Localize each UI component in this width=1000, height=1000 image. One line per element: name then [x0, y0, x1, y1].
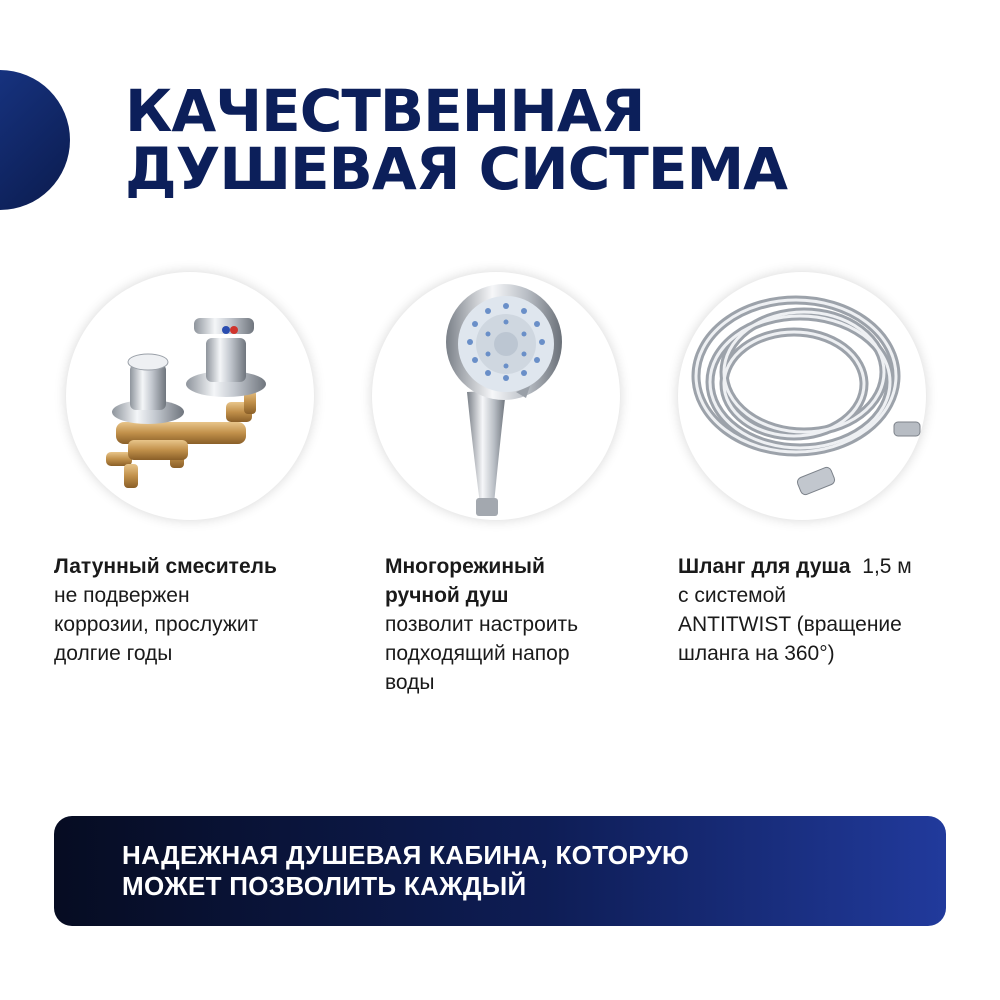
title-line-2: ДУШЕВАЯ СИСТЕМА: [125, 135, 788, 203]
banner-line-1: НАДЕЖНАЯ ДУШЕВАЯ КАБИНА, КОТОРУЮ: [122, 840, 690, 870]
feature-line: не подвержен: [54, 584, 190, 607]
mixer-image: [66, 272, 314, 520]
feature-title: Многорежиный: [385, 555, 545, 578]
hand-shower-icon: [372, 272, 620, 520]
feature-line: ANTITWIST (вращение: [678, 613, 902, 636]
shower-hose-icon: [678, 272, 926, 520]
feature-hand-shower: [385, 552, 655, 697]
feature-hose: [678, 552, 978, 668]
banner-text: [122, 840, 689, 902]
page-title: [125, 77, 788, 203]
hand-shower-image: [372, 272, 620, 520]
feature-line: позволит настроить: [385, 613, 579, 636]
feature-title: ручной душ: [385, 584, 509, 607]
feature-line: подходящий напор: [385, 642, 570, 665]
feature-line: долгие годы: [54, 642, 173, 665]
feature-line: воды: [385, 671, 435, 694]
feature-title: Латунный смеситель: [54, 555, 277, 578]
feature-title: Шланг для душа: [678, 555, 851, 578]
feature-line: шланга на 360°): [678, 642, 835, 665]
title-line-1: КАЧЕСТВЕННАЯ: [125, 77, 645, 145]
brass-mixer-icon: [66, 272, 314, 520]
shower-hose-image: [678, 272, 926, 520]
feature-line: с системой: [678, 584, 786, 607]
bottom-banner: [54, 816, 946, 926]
feature-mixer: [54, 552, 354, 668]
feature-title-suffix: 1,5 м: [862, 555, 912, 578]
feature-line: коррозии, прослужит: [54, 613, 259, 636]
corner-decoration: [0, 70, 70, 210]
banner-line-2: МОЖЕТ ПОЗВОЛИТЬ КАЖДЫЙ: [122, 871, 527, 901]
